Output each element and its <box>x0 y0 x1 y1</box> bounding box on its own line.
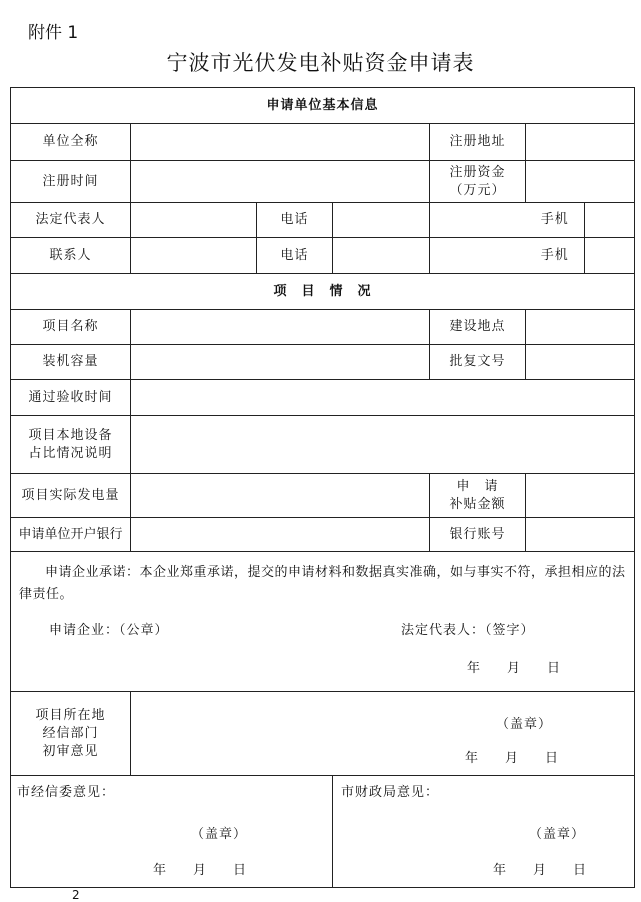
reg-capital-label <box>430 161 526 203</box>
bank-field[interactable] <box>131 518 430 552</box>
page-number: 2 <box>72 888 80 902</box>
capacity-label: 装机容量 <box>11 345 131 380</box>
approval-no-field[interactable] <box>526 345 635 380</box>
project-header: 项 目 情 况 <box>11 274 635 310</box>
economic-day: 日 <box>233 863 248 878</box>
economic-seal: （盖章） <box>191 827 248 842</box>
finance-seal: （盖章） <box>529 827 586 842</box>
unit-name-field[interactable] <box>131 124 430 161</box>
finance-bureau-opinion[interactable] <box>333 776 635 888</box>
contact-phone-label: 电话 <box>257 238 333 274</box>
review-year: 年 <box>465 751 480 766</box>
bank-label: 申请单位开户银行 <box>11 518 131 552</box>
review-label-line3: 初审意见 <box>42 743 99 759</box>
project-name-field[interactable] <box>131 310 430 345</box>
approval-no-label: 批复文号 <box>430 345 526 380</box>
review-seal: （盖章） <box>496 717 553 732</box>
local-equip-label <box>11 416 131 474</box>
account-label: 银行账号 <box>430 518 526 552</box>
contact-mobile-field-blank[interactable] <box>430 238 526 274</box>
finance-day: 日 <box>573 863 588 878</box>
subsidy-label-line1: 申 请 <box>456 478 499 494</box>
promise-day: 日 <box>547 661 562 676</box>
attachment-label: 附件 1 <box>28 23 79 43</box>
contact-mobile-label: 手机 <box>526 238 585 274</box>
capacity-field[interactable] <box>131 345 430 380</box>
economic-year: 年 <box>153 863 168 878</box>
location-label: 建设地点 <box>430 310 526 345</box>
subsidy-field[interactable] <box>526 474 635 518</box>
economic-committee-opinion[interactable] <box>11 776 333 888</box>
contact-mobile-field[interactable] <box>585 238 635 274</box>
finance-opinion-label: 市财政局意见： <box>341 785 440 800</box>
review-label-line2: 经信部门 <box>42 725 99 741</box>
economic-opinion-label: 市经信委意见： <box>17 785 116 800</box>
acceptance-time-field[interactable] <box>131 380 635 416</box>
legal-rep-mobile-field-blank[interactable] <box>430 203 526 238</box>
legal-rep-phone-field[interactable] <box>333 203 430 238</box>
unit-name-label: 单位全称 <box>11 124 131 161</box>
finance-year: 年 <box>493 863 508 878</box>
account-field[interactable] <box>526 518 635 552</box>
contact-label: 联系人 <box>11 238 131 274</box>
review-field[interactable] <box>131 692 635 776</box>
reg-capital-label-line1: 注册资金 <box>449 164 506 180</box>
project-name-label: 项目名称 <box>11 310 131 345</box>
actual-output-field[interactable] <box>131 474 430 518</box>
subsidy-label-line2: 补贴金额 <box>449 496 506 512</box>
reg-capital-label-line2: （万元） <box>449 182 506 198</box>
local-equip-label-line1: 项目本地设备 <box>28 427 113 443</box>
review-label-line1: 项目所在地 <box>35 707 106 723</box>
reg-time-field[interactable] <box>131 161 430 203</box>
promise-section <box>11 552 635 692</box>
acceptance-time-label: 通过验收时间 <box>11 380 131 416</box>
company-seal-label: 申请企业：（公章） <box>49 623 169 638</box>
form-title: 宁波市光伏发电补贴资金申请表 <box>166 51 475 75</box>
legal-rep-phone-label: 电话 <box>257 203 333 238</box>
subsidy-label <box>430 474 526 518</box>
local-equip-field[interactable] <box>131 416 635 474</box>
actual-output-label: 项目实际发电量 <box>11 474 131 518</box>
basic-info-header: 申请单位基本信息 <box>11 88 635 124</box>
local-equip-label-line2: 占比情况说明 <box>28 445 113 461</box>
legal-sign-label: 法定代表人：（签字） <box>401 623 535 638</box>
contact-phone-field[interactable] <box>333 238 430 274</box>
promise-month: 月 <box>507 661 522 676</box>
reg-time-label: 注册时间 <box>11 161 131 203</box>
promise-year: 年 <box>467 661 482 676</box>
reg-address-field[interactable] <box>526 124 635 161</box>
location-field[interactable] <box>526 310 635 345</box>
legal-rep-field[interactable] <box>131 203 257 238</box>
legal-rep-label: 法定代表人 <box>11 203 131 238</box>
application-form-table <box>10 87 635 888</box>
contact-field[interactable] <box>131 238 257 274</box>
review-day: 日 <box>545 751 560 766</box>
legal-rep-mobile-field[interactable] <box>585 203 635 238</box>
reg-address-label: 注册地址 <box>430 124 526 161</box>
legal-rep-mobile-label: 手机 <box>526 203 585 238</box>
review-label <box>11 692 131 776</box>
finance-month: 月 <box>533 863 548 878</box>
review-month: 月 <box>505 751 520 766</box>
reg-capital-field[interactable] <box>526 161 635 203</box>
economic-month: 月 <box>193 863 208 878</box>
promise-text: 申请企业承诺：本企业郑重承诺，提交的申请材料和数据真实准确，如与事实不符，承担相应的法律责任。 <box>19 565 626 602</box>
